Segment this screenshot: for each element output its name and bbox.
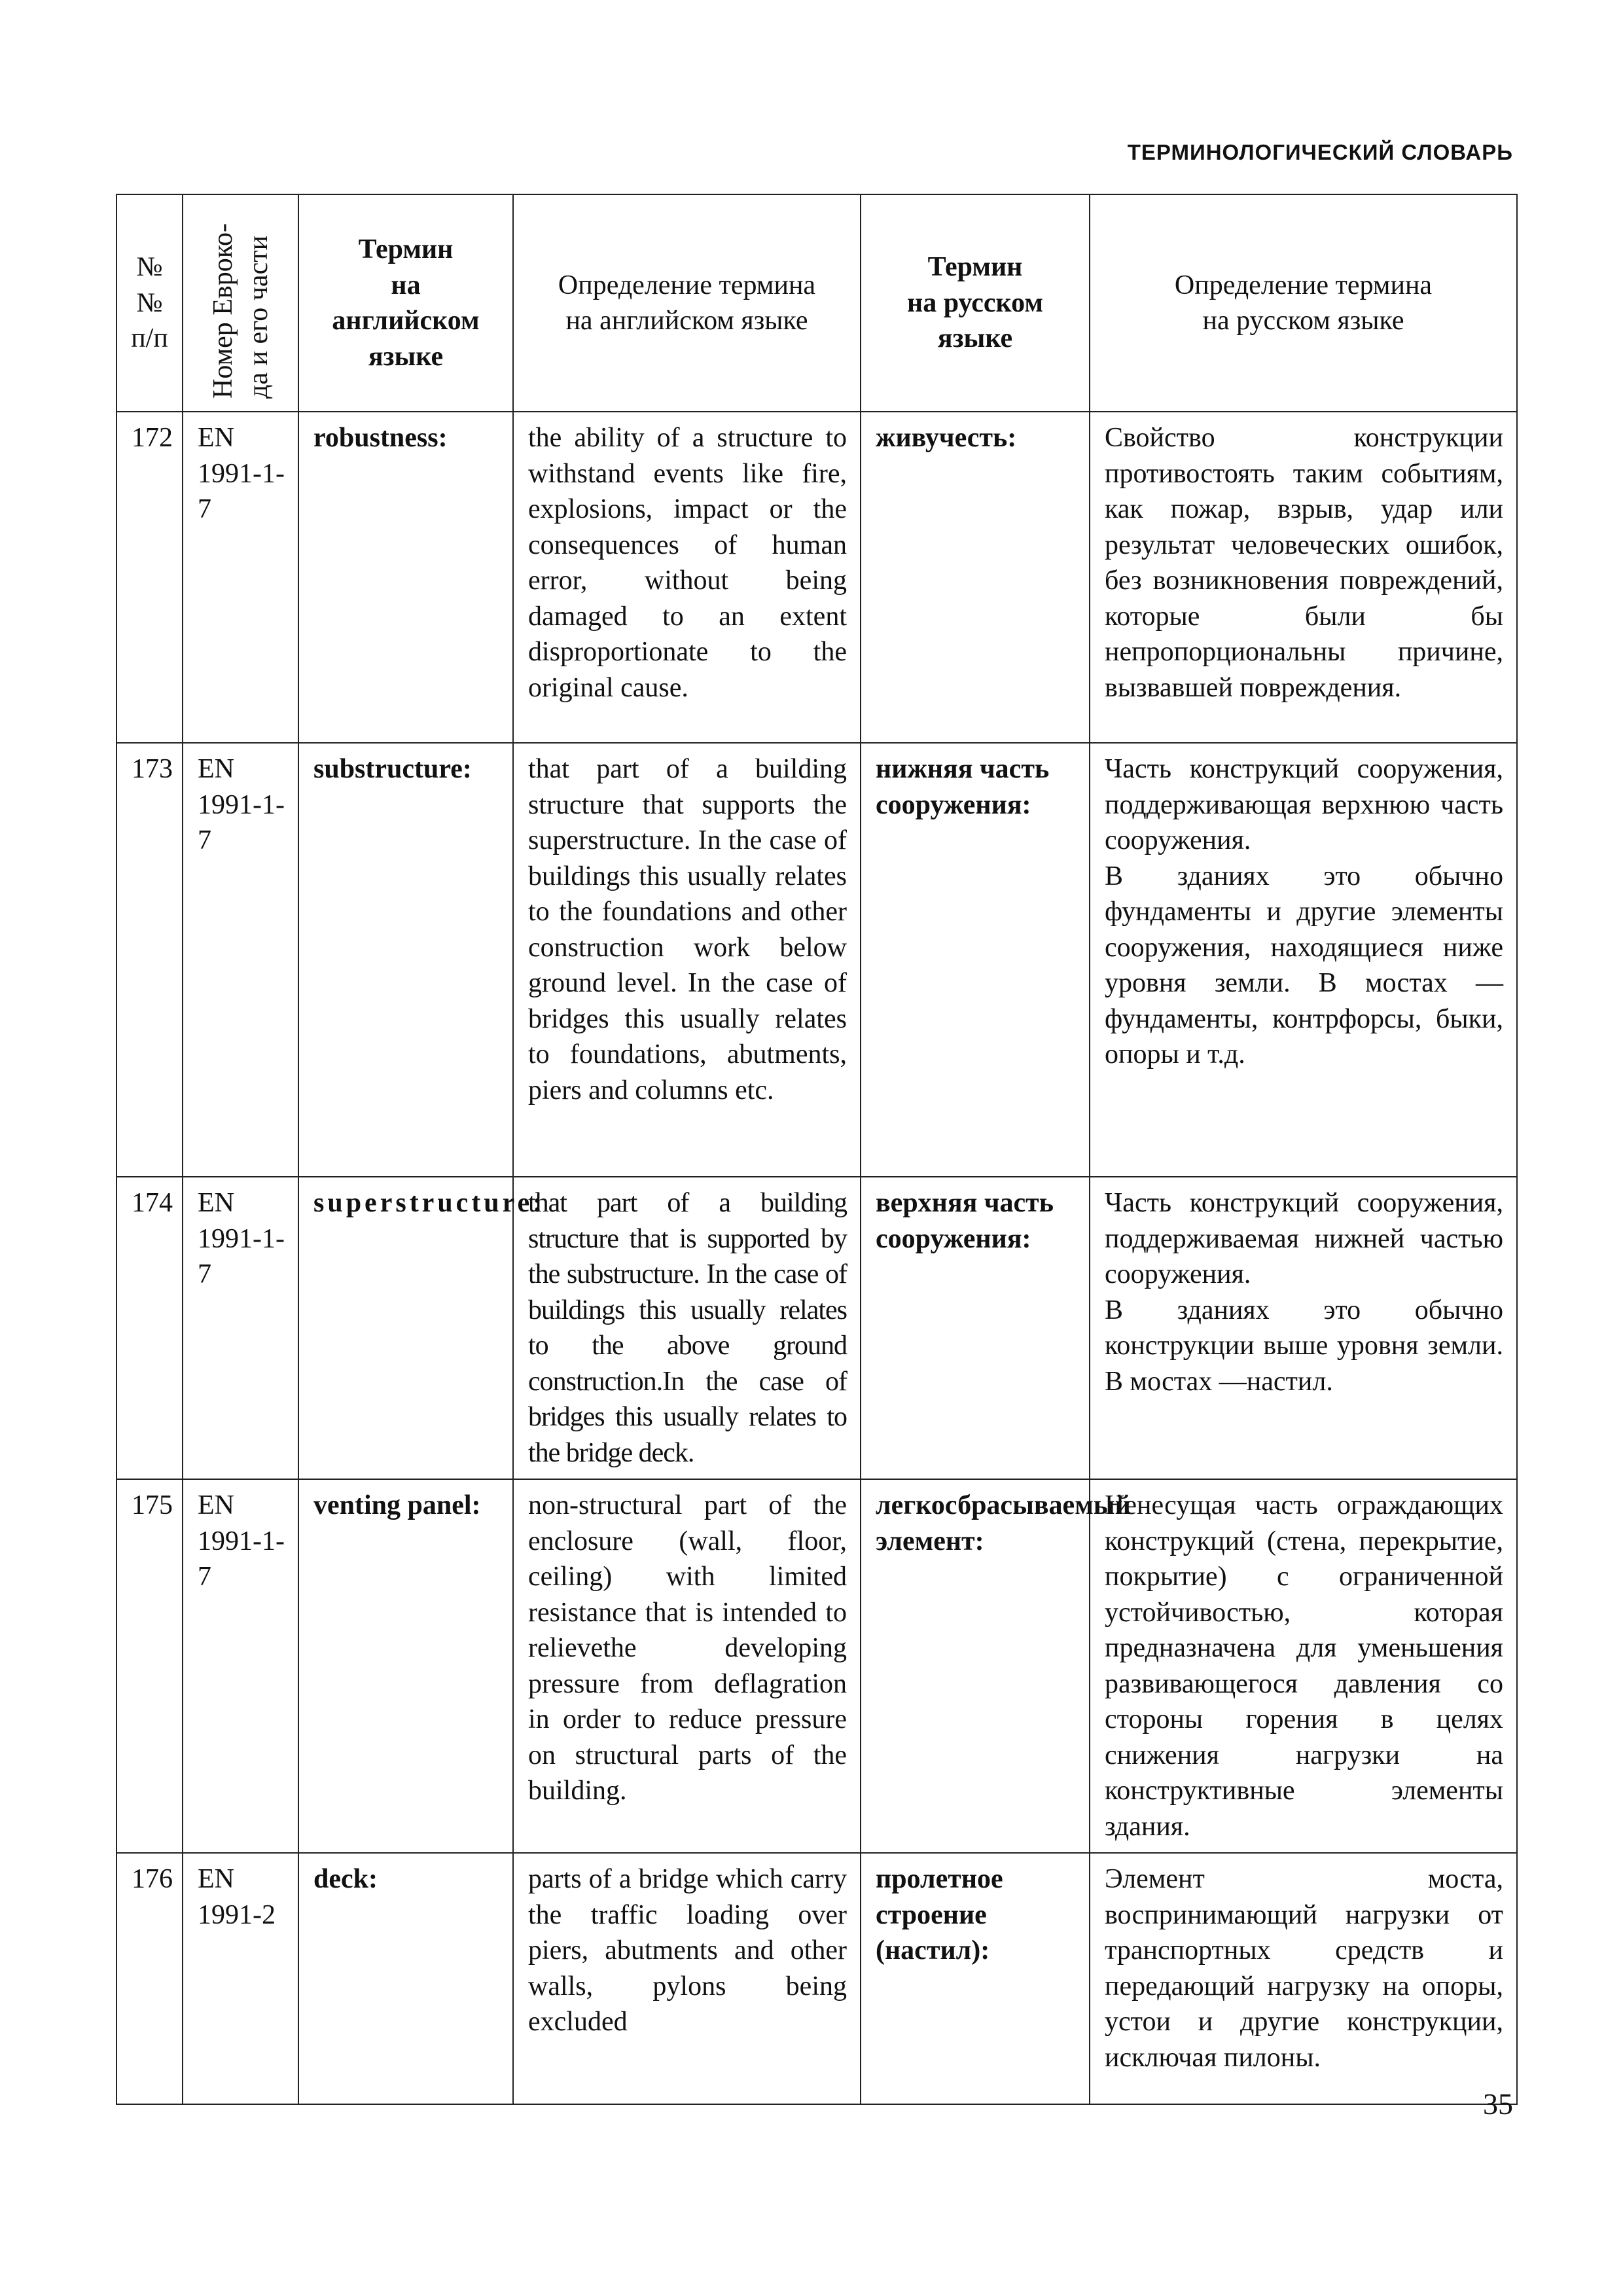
definition-ru: Элемент моста, воспринимающий нагрузки от транспортных средств и передающий нагрузку на опоры, устои и другие конструкции, исключая пилоны. [1090, 1853, 1517, 2104]
terminology-table [116, 194, 1518, 2105]
definition-ru: Часть конструкций сооружения, поддерживающая верхнюю часть сооружения. В зданиях это обычно фундаменты и другие элементы сооружения, находящиеся ниже уровня земли. В мостах — фундаменты, контрфорсы, быки, опоры и т.д. [1090, 743, 1517, 1177]
table-row [116, 1853, 1517, 2104]
page-number: 35 [1483, 2087, 1513, 2121]
definition-ru: Свойство конструкции противостоять таким событиям, как пожар, взрыв, удар или результат человеческих ошибок, без возникновения повреждений, которые были бы непропорциональны причине, вызвавшей повреждения. [1090, 412, 1517, 743]
term-ru: живучесть: [861, 412, 1090, 743]
running-title: ТЕРМИНОЛОГИЧЕСКИЙ СЛОВАРЬ [1127, 140, 1513, 164]
header-eurocode: Номер Евроко- да и его части [183, 194, 298, 412]
eurocode-ref: EN 1991-2 [183, 1853, 298, 2104]
term-en: venting panel: [298, 1479, 513, 1853]
row-number: 174 [116, 1177, 183, 1479]
row-number: 173 [116, 743, 183, 1177]
definition-ru: Ненесущая часть ограждающих конструкций (стена, перекрытие, покрытие) с ограниченной устойчивостью, которая предназначена для уменьшения развивающегося давления со стороны горения в целях снижения нагрузки на конструктивные элементы здания. [1090, 1479, 1517, 1853]
term-ru: пролетное строение (настил): [861, 1853, 1090, 2104]
row-number: 175 [116, 1479, 183, 1853]
term-ru: верхняя часть сооружения: [861, 1177, 1090, 1479]
table-header-row [116, 194, 1517, 412]
term-en: superstructure: [298, 1177, 513, 1479]
header-term-ru: Термин на русском языке [861, 194, 1090, 412]
definition-en: that part of a building structure that supports the superstructure. In the case of buildings this usually relates to the foundations and other construction work below ground level. In the case of bridges this usually relates to foundations, abutments, piers and columns etc. [513, 743, 861, 1177]
eurocode-ref: EN 1991-1-7 [183, 1177, 298, 1479]
definition-en: non-structural part of the enclosure (wall, floor, ceiling) with limited resistance that is intended to relievethe developing pressure from deflagration in order to reduce pressure on structural parts of the building. [513, 1479, 861, 1853]
header-term-en: Термин на английском языке [298, 194, 513, 412]
term-ru: легкосбрасываемый элемент: [861, 1479, 1090, 1853]
term-en: deck: [298, 1853, 513, 2104]
definition-ru: Часть конструкций сооружения, поддерживаемая нижней частью сооружения. В зданиях это обычно конструкции выше уровня земли. В мостах —настил. [1090, 1177, 1517, 1479]
eurocode-ref: EN 1991-1-7 [183, 743, 298, 1177]
eurocode-ref: EN 1991-1-7 [183, 412, 298, 743]
row-number: 176 [116, 1853, 183, 2104]
eurocode-ref: EN 1991-1-7 [183, 1479, 298, 1853]
table-row [116, 1177, 1517, 1479]
definition-en: that part of a building structure that is supported by the substructure. In the case of buildings this usually relates to the above ground construction.In the case of bridges this usually relates to the bridge deck. [513, 1177, 861, 1479]
definition-en: parts of a bridge which carry the traffic loading over piers, abutments and other walls, pylons being excluded [513, 1853, 861, 2104]
row-number: 172 [116, 412, 183, 743]
header-definition-ru: Определение термина на русском языке [1090, 194, 1517, 412]
header-definition-en: Определение термина на английском языке [513, 194, 861, 412]
definition-en: the ability of a structure to withstand events like fire, explosions, impact or the consequences of human error, without being damaged to an extent disproportionate to the original cause. [513, 412, 861, 743]
table-row [116, 412, 1517, 743]
term-ru: нижняя часть сооружения: [861, 743, 1090, 1177]
term-en: robustness: [298, 412, 513, 743]
table-row [116, 1479, 1517, 1853]
term-en: substructure: [298, 743, 513, 1177]
header-number: №№ п/п [116, 194, 183, 412]
table-row [116, 743, 1517, 1177]
